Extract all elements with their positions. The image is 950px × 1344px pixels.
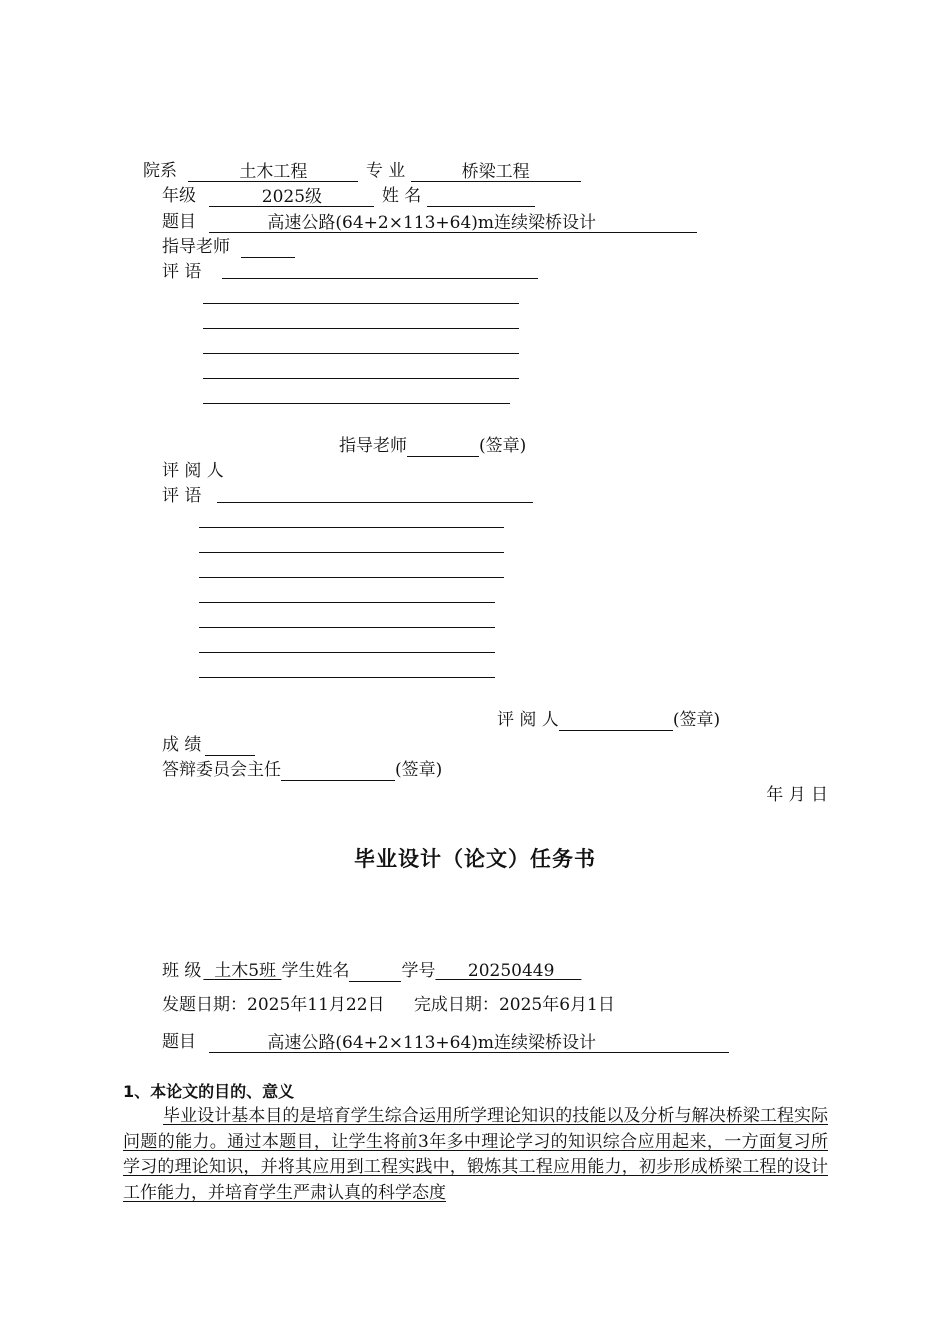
major-field[interactable] xyxy=(411,161,581,182)
sign-suffix: (签章) xyxy=(479,436,527,456)
comment-line[interactable] xyxy=(199,652,495,653)
comment-line[interactable] xyxy=(199,602,495,603)
reviewer-label: 评 阅 人 xyxy=(162,461,224,481)
comment-label: 评 语 xyxy=(162,262,202,282)
task-topic-label: 题目 xyxy=(162,1032,196,1052)
comment-line[interactable] xyxy=(203,378,519,379)
topic-label: 题目 xyxy=(162,212,196,232)
comment-line[interactable] xyxy=(203,403,510,404)
paragraph-indent xyxy=(123,1104,163,1130)
topic-value: 高速公路(64+2×113+64)m连续梁桥设计 xyxy=(267,213,597,233)
major-label: 专 业 xyxy=(365,161,406,181)
comment-row xyxy=(162,261,201,283)
advisor-sign-row xyxy=(339,435,526,457)
task-title: 毕业设计（论文）任务书 xyxy=(354,847,596,871)
issue-value: 2025年11月22日 xyxy=(247,995,385,1015)
student-label: 学生姓名 xyxy=(281,961,350,981)
comment-line[interactable] xyxy=(199,627,495,628)
comment-line[interactable] xyxy=(199,552,504,553)
comment-line[interactable] xyxy=(199,677,495,678)
major-value: 桥梁工程 xyxy=(461,162,530,182)
comment-line[interactable] xyxy=(217,502,533,503)
comment-label-2: 评 语 xyxy=(162,486,202,506)
dept-label: 院系 xyxy=(143,161,177,181)
topic-row xyxy=(162,211,697,233)
advisor-label: 指导老师 xyxy=(162,237,230,257)
comment-line[interactable] xyxy=(199,577,504,578)
advisor-row xyxy=(162,236,295,258)
id-value-text: 20250449 xyxy=(467,961,555,981)
grade-row xyxy=(162,185,535,207)
comment-line[interactable] xyxy=(222,278,538,279)
topic-field[interactable] xyxy=(209,212,697,233)
task-topic-value: 高速公路(64+2×113+64)m连续梁桥设计 xyxy=(267,1033,597,1053)
task-topic-row xyxy=(162,1031,729,1053)
committee-sign-field[interactable] xyxy=(281,760,395,781)
comment-line[interactable] xyxy=(203,328,519,329)
student-field[interactable] xyxy=(349,961,401,982)
advisor-sign-label: 指导老师 xyxy=(339,436,407,456)
committee-label: 答辩委员会主任 xyxy=(162,760,281,780)
done-value: 2025年6月1日 xyxy=(498,995,615,1015)
name-label: 姓 名 xyxy=(381,186,422,206)
comment-line[interactable] xyxy=(199,527,504,528)
reviewer-sign-field[interactable] xyxy=(559,710,673,731)
grade-field[interactable] xyxy=(209,186,374,207)
date-line: 年 月 日 xyxy=(766,785,828,805)
advisor-field[interactable] xyxy=(241,237,295,258)
dept-row xyxy=(143,160,581,182)
issue-label: 发题日期： xyxy=(162,995,247,1015)
class-label: 班 级 xyxy=(162,961,202,981)
comment-row-2 xyxy=(162,485,201,507)
section1-text: 毕业设计基本目的是培育学生综合运用所学理论知识的技能以及分析与解决桥梁工程实际问题的能力。通过本题目，让学生将前3年多中理论学习的知识综合应用起来，一方面复习所学习的理论知识，并将其应用到工程实践中，锻炼其工程应用能力，初步形成桥梁工程的设计工作能力，并培育学生严肃认真的科学态度 xyxy=(123,1106,828,1203)
grade-label: 年级 xyxy=(162,186,196,206)
committee-row xyxy=(162,759,442,781)
grade-value: 2025级 xyxy=(261,187,323,207)
class-value-text: 土木5班 xyxy=(214,961,277,981)
name-field[interactable] xyxy=(427,186,535,207)
id-value[interactable] xyxy=(435,961,581,981)
dates-row xyxy=(162,994,615,1016)
sign-suffix: (签章) xyxy=(672,710,721,730)
score-label: 成 绩 xyxy=(162,735,202,755)
done-label: 完成日期： xyxy=(413,995,499,1015)
task-topic-field[interactable] xyxy=(209,1032,729,1053)
reviewer-row xyxy=(162,460,224,482)
score-field[interactable] xyxy=(205,735,255,756)
comment-line[interactable] xyxy=(203,353,519,354)
section1-paragraph xyxy=(123,1104,828,1206)
dept-value: 土木工程 xyxy=(239,162,308,182)
reviewer-sign-label: 评 阅 人 xyxy=(497,710,559,730)
class-row xyxy=(162,960,581,982)
reviewer-sign-row xyxy=(497,709,720,731)
class-value[interactable] xyxy=(203,961,281,981)
score-row xyxy=(162,734,255,756)
comment-line[interactable] xyxy=(203,303,519,304)
id-label: 学号 xyxy=(401,961,436,981)
section1-heading: 1、本论文的目的、意义 xyxy=(123,1082,295,1101)
advisor-sign-field[interactable] xyxy=(407,436,479,457)
dept-field[interactable] xyxy=(188,161,358,182)
sign-suffix: (签章) xyxy=(395,760,443,780)
